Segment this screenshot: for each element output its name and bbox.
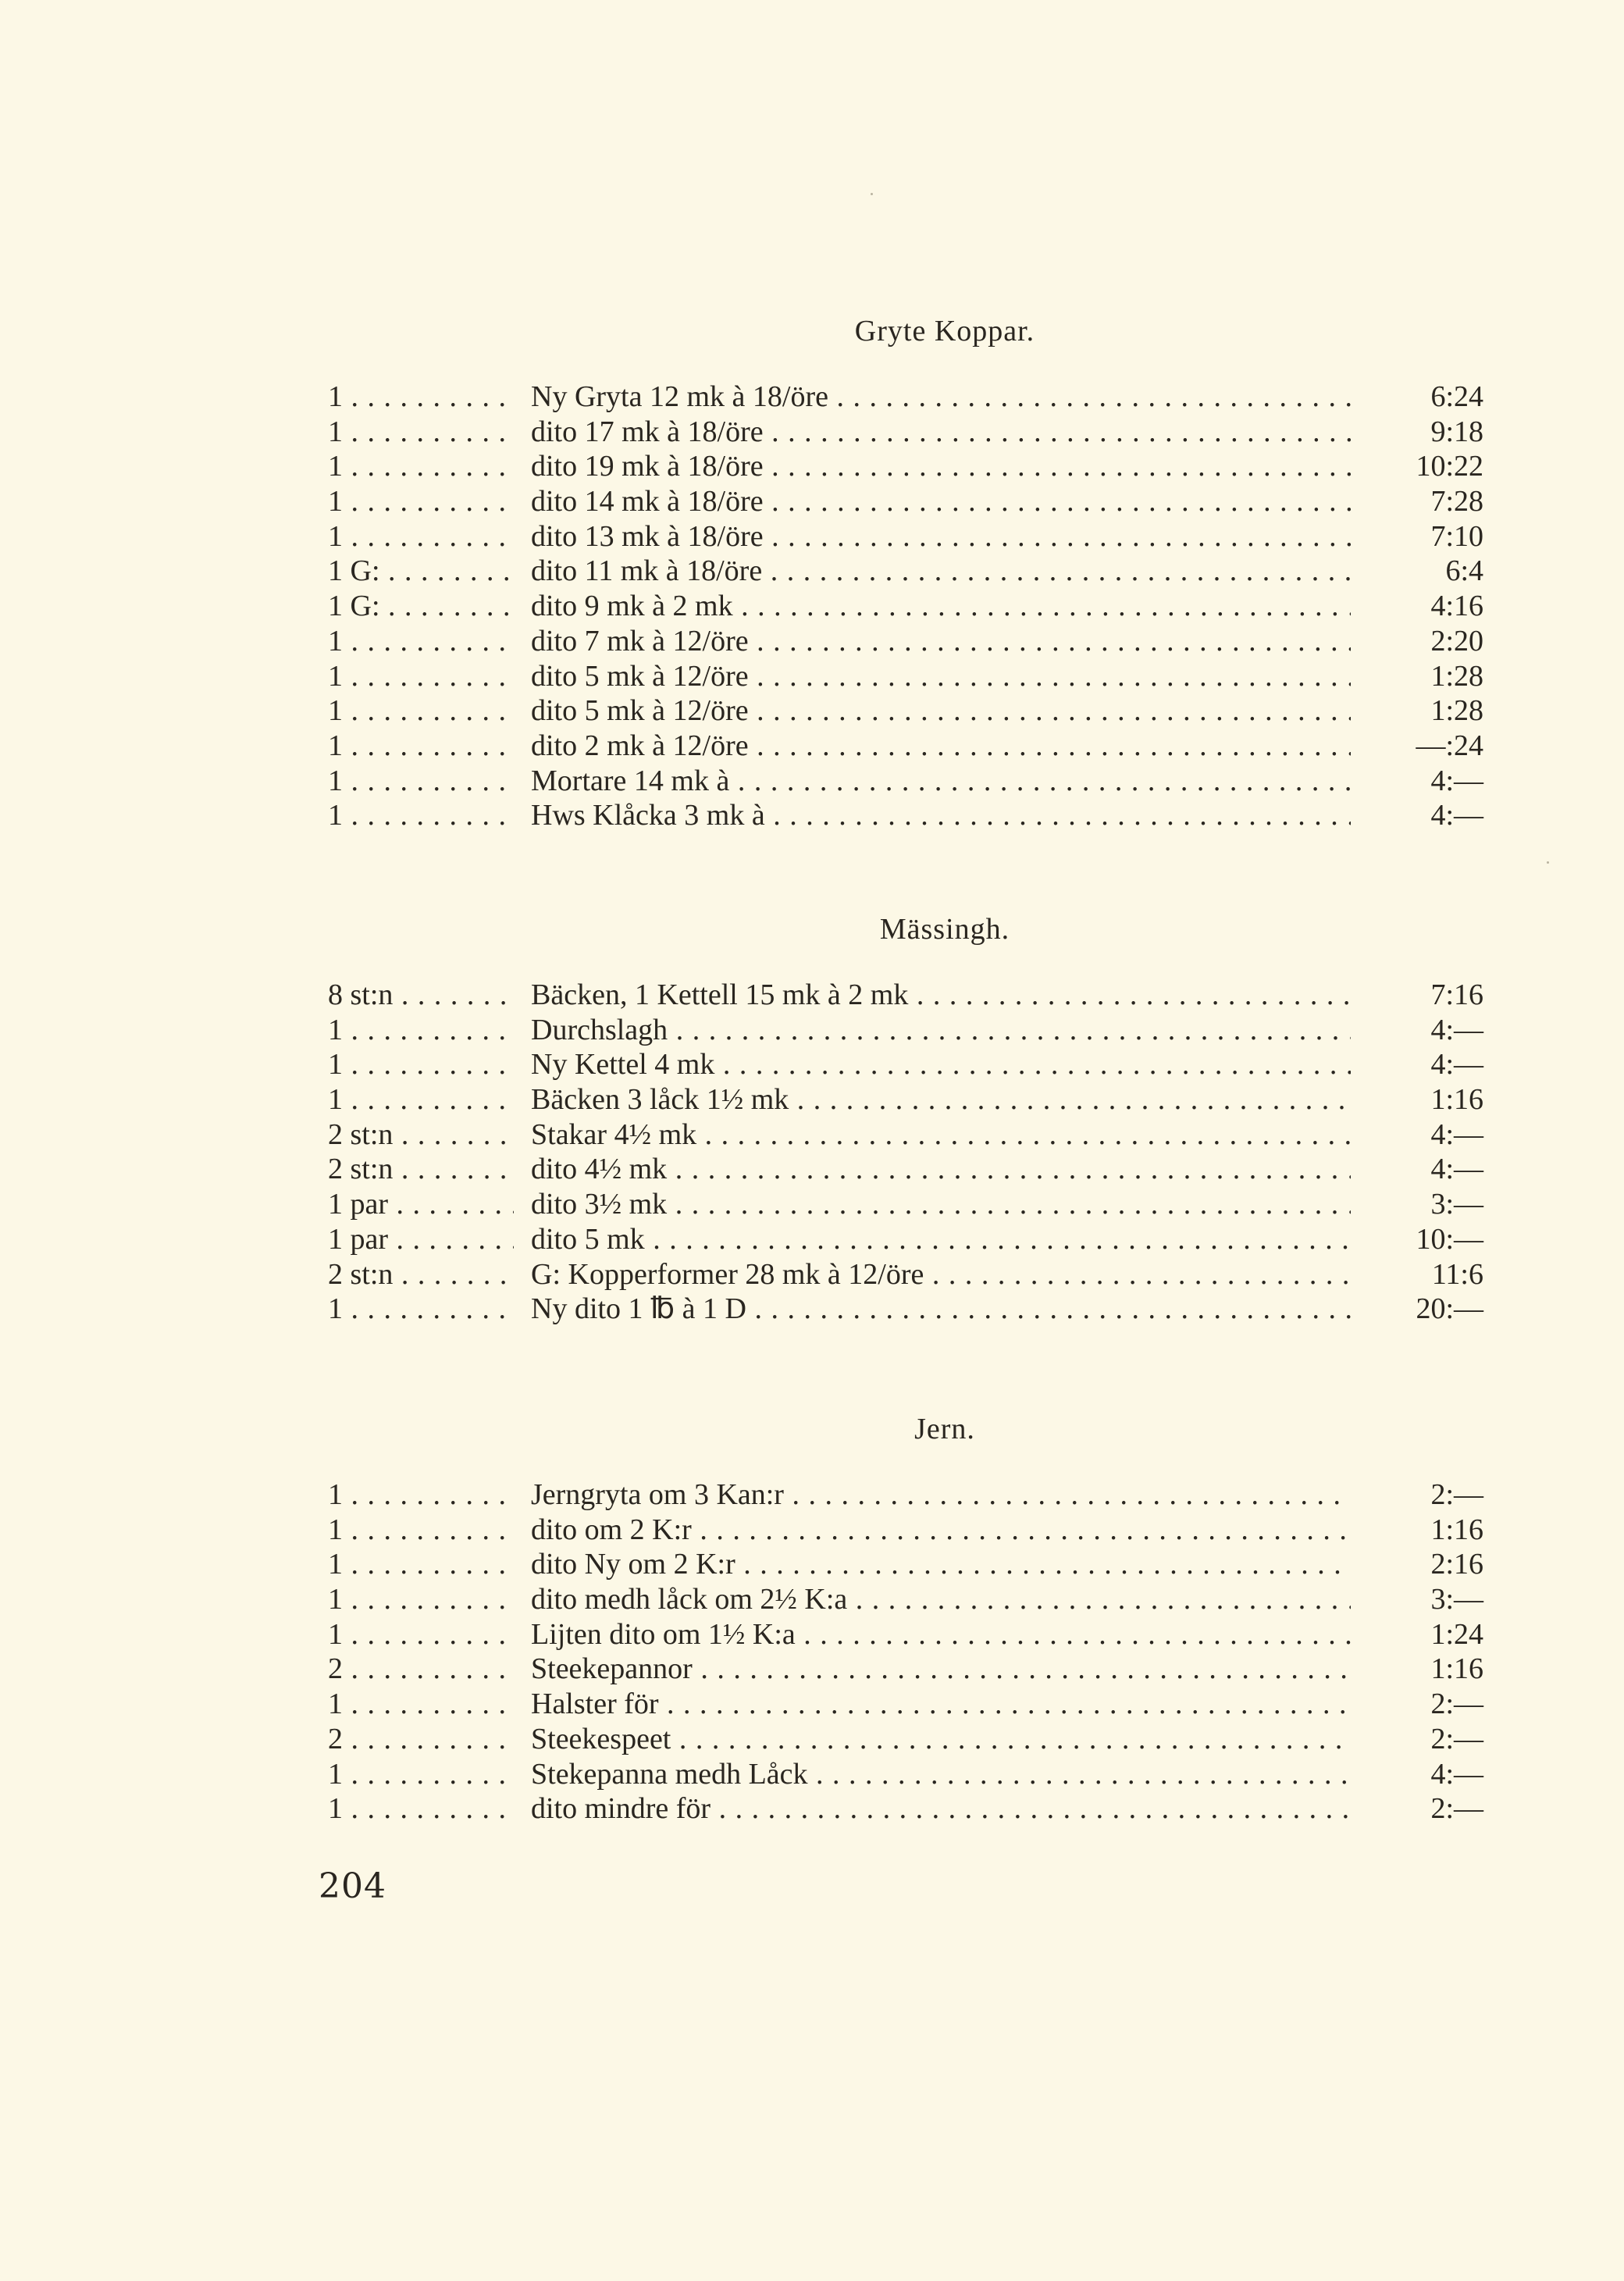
item-value: 10:22 [1366,449,1483,484]
item-description: dito mindre för . . . [514,1791,1351,1827]
paper-speck [1547,861,1549,864]
paper-speck [871,193,873,195]
item-value: 1:16 [1366,1513,1483,1548]
item-value: 6:4 [1366,554,1483,589]
item-quantity: 1 . . . [328,1047,514,1082]
list-item [328,659,1483,694]
item-description: Steekespeet . . . [514,1722,1351,1757]
item-quantity: 1 . . . [328,729,514,764]
item-value: 3:— [1366,1582,1483,1617]
item-quantity: 1 . . . [328,380,514,415]
list-item [328,1257,1483,1292]
list-item [328,589,1483,624]
item-quantity: 1 . . . [328,659,514,694]
section-massingh [328,911,1483,1327]
list-item [328,1047,1483,1082]
item-quantity: 2 st:n . . . [328,1152,514,1187]
list-item [328,415,1483,450]
list-item [328,1547,1483,1582]
inventory-list [328,978,1483,1327]
item-description: G: Kopperformer 28 mk à 12/öre . . . [514,1257,1351,1292]
section-gryte-koppar [328,312,1483,833]
item-quantity: 1 . . . [328,1082,514,1117]
page-number: 204 [319,1866,386,1906]
item-description: Halster för . . . [514,1687,1351,1722]
item-description: Lijten dito om 1½ K:a . . . [514,1617,1351,1652]
section-title: Gryte Koppar. [854,315,1035,347]
item-quantity: 1 . . . [328,1292,514,1327]
item-value: 1:24 [1366,1617,1483,1652]
list-item [328,764,1483,799]
list-item [328,1687,1483,1722]
item-value: 3:— [1366,1187,1483,1222]
item-description: dito 9 mk à 2 mk . . . [514,589,1351,624]
item-value: 2:— [1366,1791,1483,1827]
item-value: 1:16 [1366,1652,1483,1687]
item-description: dito 4½ mk . . . [514,1152,1351,1187]
item-quantity: 1 . . . [328,624,514,659]
list-item [328,693,1483,729]
list-item [328,1513,1483,1548]
list-item [328,554,1483,589]
item-value: 2:— [1366,1477,1483,1513]
item-value: 2:— [1366,1687,1483,1722]
item-value: 4:— [1366,798,1483,833]
item-value: 1:28 [1366,659,1483,694]
item-value: 1:16 [1366,1082,1483,1117]
item-description: Jerngryta om 3 Kan:r . . . [514,1477,1351,1513]
item-quantity: 2 st:n . . . [328,1117,514,1153]
item-description: dito 14 mk à 18/öre . . . [514,484,1351,519]
item-value: 7:10 [1366,519,1483,554]
item-description: Hws Klåcka 3 mk à . . . [514,798,1351,833]
item-quantity: 1 . . . [328,415,514,450]
item-description: dito 5 mk . . . [514,1222,1351,1257]
item-value: 2:16 [1366,1547,1483,1582]
item-quantity: 1 G: . . . [328,589,514,624]
item-value: 4:— [1366,1117,1483,1153]
item-value: 4:— [1366,1047,1483,1082]
item-description: dito Ny om 2 K:r . . . [514,1547,1351,1582]
item-description: Mortare 14 mk à . . . [514,764,1351,799]
item-description: Ny Kettel 4 mk . . . [514,1047,1351,1082]
item-quantity: 1 G: . . . [328,554,514,589]
list-item [328,1187,1483,1222]
item-description: dito 2 mk à 12/öre . . . [514,729,1351,764]
item-quantity: 2 . . . [328,1652,514,1687]
item-description: dito 13 mk à 18/öre . . . [514,519,1351,554]
item-value: 4:16 [1366,589,1483,624]
item-quantity: 1 . . . [328,1013,514,1048]
list-item [328,1152,1483,1187]
item-quantity: 1 . . . [328,519,514,554]
item-value: 7:16 [1366,978,1483,1013]
item-value: 11:6 [1366,1257,1483,1292]
inventory-list [328,1477,1483,1827]
item-quantity: 1 . . . [328,1513,514,1548]
item-quantity: 1 . . . [328,1582,514,1617]
item-quantity: 1 . . . [328,764,514,799]
item-description: Ny Gryta 12 mk à 18/öre . . . [514,380,1351,415]
item-value: 20:— [1366,1292,1483,1327]
item-value: 2:— [1366,1722,1483,1757]
list-item [328,1791,1483,1827]
item-value: —:24 [1366,729,1483,764]
list-item [328,1652,1483,1687]
list-item [328,484,1483,519]
item-description: Steekepannor . . . [514,1652,1351,1687]
item-description: dito medh låck om 2½ K:a . . . [514,1582,1351,1617]
list-item [328,1082,1483,1117]
item-quantity: 1 . . . [328,1757,514,1792]
list-item [328,1292,1483,1327]
list-item [328,380,1483,415]
item-quantity: 1 . . . [328,693,514,729]
item-value: 1:28 [1366,693,1483,729]
item-value: 4:— [1366,1013,1483,1048]
item-quantity: 1 par . . . [328,1187,514,1222]
item-quantity: 2 st:n . . . [328,1257,514,1292]
list-item [328,1477,1483,1513]
item-value: 4:— [1366,1757,1483,1792]
list-item [328,1722,1483,1757]
item-quantity: 2 . . . [328,1722,514,1757]
list-item [328,1757,1483,1792]
item-quantity: 8 st:n . . . [328,978,514,1013]
item-description: Bäcken 3 låck 1½ mk . . . [514,1082,1351,1117]
inventory-list [328,380,1483,833]
item-quantity: 1 . . . [328,449,514,484]
list-item [328,1617,1483,1652]
list-item [328,798,1483,833]
item-quantity: 1 . . . [328,1687,514,1722]
item-description: dito 11 mk à 18/öre . . . [514,554,1351,589]
item-value: 2:20 [1366,624,1483,659]
item-description: dito 17 mk à 18/öre . . . [514,415,1351,450]
item-description: dito 19 mk à 18/öre . . . [514,449,1351,484]
list-item [328,1582,1483,1617]
list-item [328,519,1483,554]
item-description: Stekepanna medh Låck . . . [514,1757,1351,1792]
item-description: dito 5 mk à 12/öre . . . [514,659,1351,694]
item-quantity: 1 . . . [328,484,514,519]
item-value: 6:24 [1366,380,1483,415]
item-description: dito 7 mk à 12/öre . . . [514,624,1351,659]
item-description: dito 3½ mk . . . [514,1187,1351,1222]
item-description: Stakar 4½ mk . . . [514,1117,1351,1153]
item-description: Ny dito 1 ℔ à 1 D . . . [514,1292,1351,1327]
list-item [328,1222,1483,1257]
item-value: 10:— [1366,1222,1483,1257]
section-jern [328,1410,1483,1827]
list-item [328,624,1483,659]
item-quantity: 1 . . . [328,1791,514,1827]
item-description: Durchslagh . . . [514,1013,1351,1048]
item-quantity: 1 par . . . [328,1222,514,1257]
item-value: 4:— [1366,1152,1483,1187]
section-title: Jern. [914,1413,975,1445]
item-value: 4:— [1366,764,1483,799]
item-value: 7:28 [1366,484,1483,519]
item-description: Bäcken, 1 Kettell 15 mk à 2 mk . . . [514,978,1351,1013]
list-item [328,729,1483,764]
item-quantity: 1 . . . [328,1547,514,1582]
section-title: Mässingh. [879,913,1010,946]
item-quantity: 1 . . . [328,798,514,833]
list-item [328,978,1483,1013]
item-description: dito 5 mk à 12/öre . . . [514,693,1351,729]
list-item [328,1117,1483,1153]
list-item [328,449,1483,484]
item-quantity: 1 . . . [328,1617,514,1652]
item-description: dito om 2 K:r . . . [514,1513,1351,1548]
item-quantity: 1 . . . [328,1477,514,1513]
item-value: 9:18 [1366,415,1483,450]
list-item [328,1013,1483,1048]
